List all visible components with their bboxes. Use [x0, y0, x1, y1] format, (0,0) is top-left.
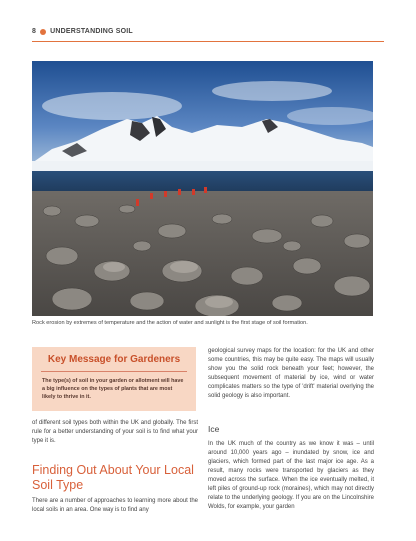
key-message-divider [41, 371, 187, 372]
section-title: UNDERSTANDING SOIL [50, 28, 133, 35]
page-number: 8 [32, 28, 37, 35]
running-header [32, 28, 384, 35]
figure-caption: Rock erosion by extremes of temperature and the action of water and sunlight is the first stage of soil formation. [32, 320, 308, 326]
header-rule [32, 41, 384, 42]
right-column-paragraph-2: In the UK much of the country as we know it was – until around 10,000 years ago – inundated by snow, ice and glaciers, which formed part of the last major ice age. As a result, many rocks were transported by glaciers as they moved across the surface. When the ice eventually melted, it left piles of ground-up rock (moraines), which may not directly relate to the underlying geology. If you are on the Lincolnshire Wolds, for example, your garden [208, 441, 374, 510]
key-message-text: The type(s) of soil in your garden or allotment will have a big influence on the types of plants that are most likely to thrive in it. [42, 378, 184, 401]
right-column-paragraph-1: geological survey maps for the location: for the UK and other some countries, this may be quite easy. The maps will usually show you the solid rock beneath your feet; however, the subsequent movement of material by ice, wind or water complicates matters so the type of 'drift' material overlying the solid geology is also important. [208, 348, 374, 399]
section-heading: Finding Out About Your Local Soil Type [32, 463, 194, 492]
left-column-paragraph: There are a number of approaches to learning more about the local soils in an area. One way is to find any [32, 498, 198, 513]
key-message-title: Key Message for Gardeners [47, 354, 181, 365]
bullet-dot-icon [40, 29, 46, 35]
ice-subheading: Ice [208, 424, 220, 434]
rocky-shore-photo [32, 61, 373, 316]
key-message-box [32, 347, 196, 411]
left-column-continuation: of different soil types both within the UK and globally. The first rule for a better understanding of your soil is to find what your type it is. [32, 420, 198, 444]
